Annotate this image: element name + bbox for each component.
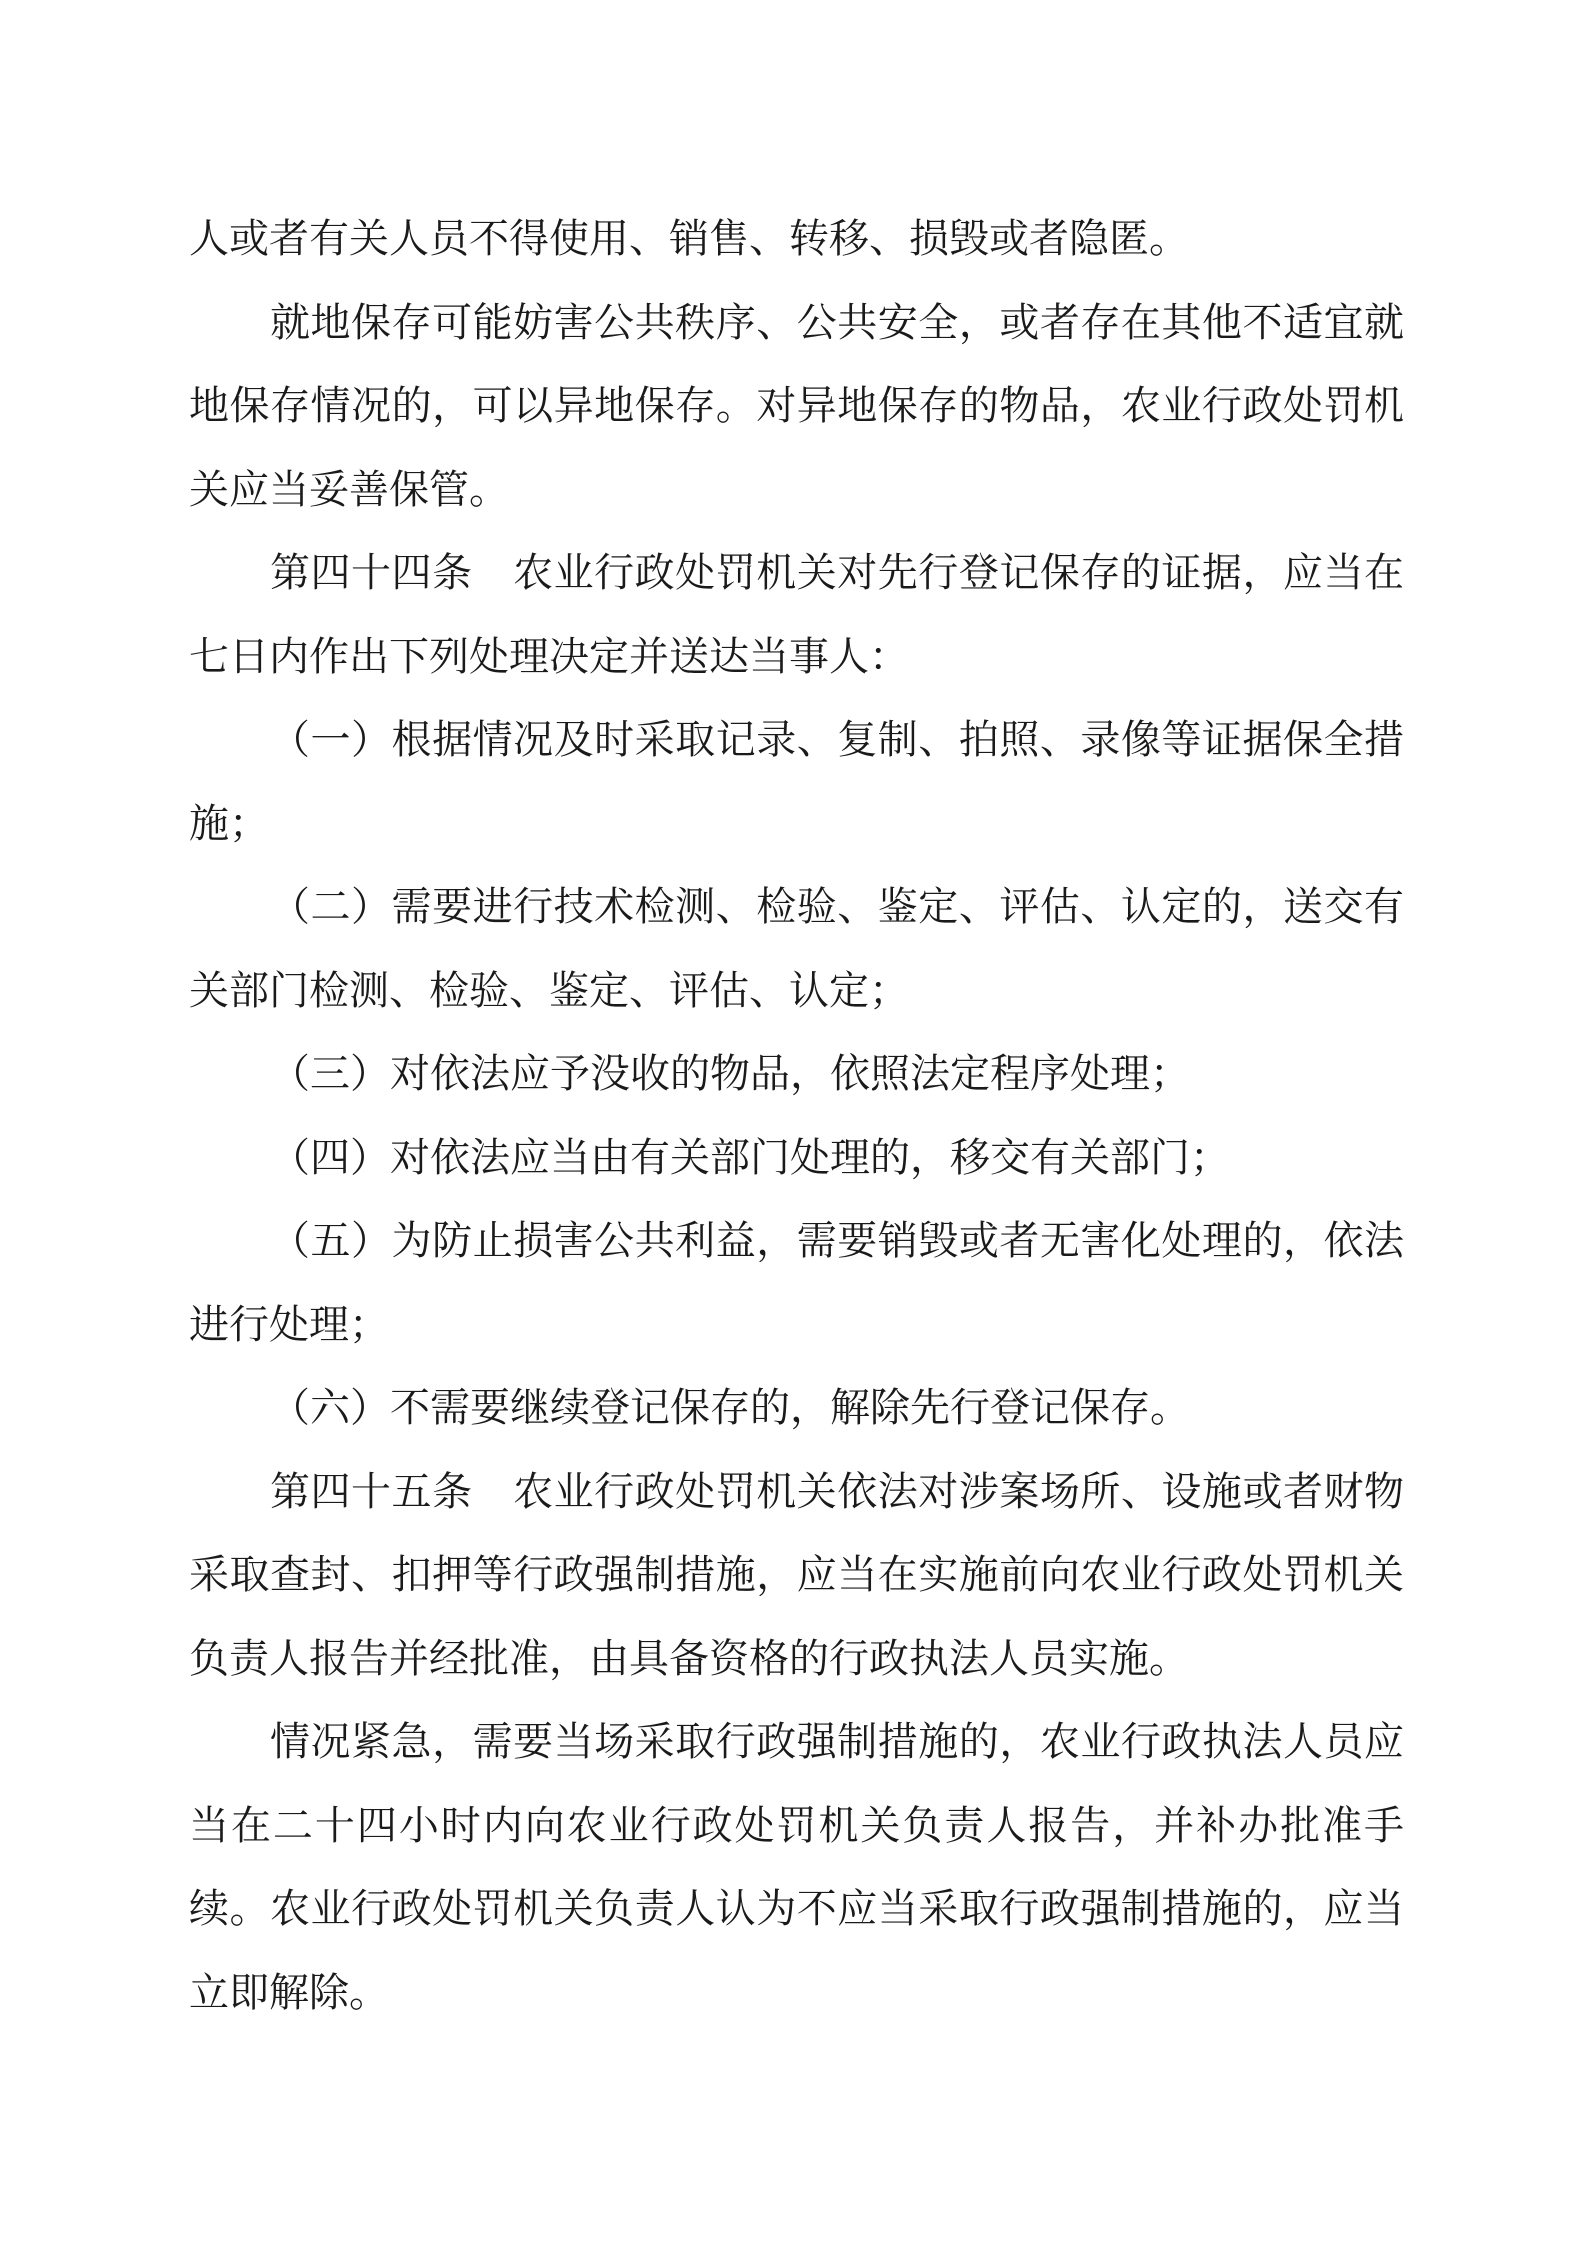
paragraph-item-2: （二）需要进行技术检测、检验、鉴定、评估、认定的，送交有关部门检测、检验、鉴定、评估、认定； <box>189 884 1404 1014</box>
paragraph-emergency-measures: 情况紧急，需要当场采取行政强制措施的，农业行政执法人员应当在二十四小时内向农业行政处罚机关负责人报告，并补办批准手续。农业行政处罚机关负责人认为不应当采取行政强制措施的，应当立即解除。 <box>189 1719 1404 2016</box>
paragraph-item-3: （三）对依法应予没收的物品，依照法定程序处理； <box>270 1051 1190 1097</box>
paragraph-offsite-storage: 就地保存可能妨害公共秩序、公共安全，或者存在其他不适宜就地保存情况的，可以异地保存。对异地保存的物品，农业行政处罚机关应当妥善保管。 <box>189 299 1404 513</box>
paragraph-article-44: 第四十四条 农业行政处罚机关对先行登记保存的证据，应当在七日内作出下列处理决定并送达当事人： <box>189 550 1404 680</box>
paragraph-continuation: 人或者有关人员不得使用、销售、转移、损毁或者隐匿。 <box>189 216 1189 262</box>
paragraph-item-5: （五）为防止损害公共利益，需要销毁或者无害化处理的，依法进行处理； <box>189 1218 1404 1348</box>
paragraph-item-1: （一）根据情况及时采取记录、复制、拍照、录像等证据保全措施； <box>189 717 1404 847</box>
paragraph-item-4: （四）对依法应当由有关部门处理的，移交有关部门； <box>270 1134 1230 1181</box>
paragraph-item-6: （六）不需要继续登记保存的，解除先行登记保存。 <box>270 1385 1190 1431</box>
document-body <box>189 198 1404 2035</box>
paragraph-article-45: 第四十五条 农业行政处罚机关依法对涉案场所、设施或者财物采取查封、扣押等行政强制措施，应当在实施前向农业行政处罚机关负责人报告并经批准，由具备资格的行政执法人员实施。 <box>189 1468 1404 1682</box>
